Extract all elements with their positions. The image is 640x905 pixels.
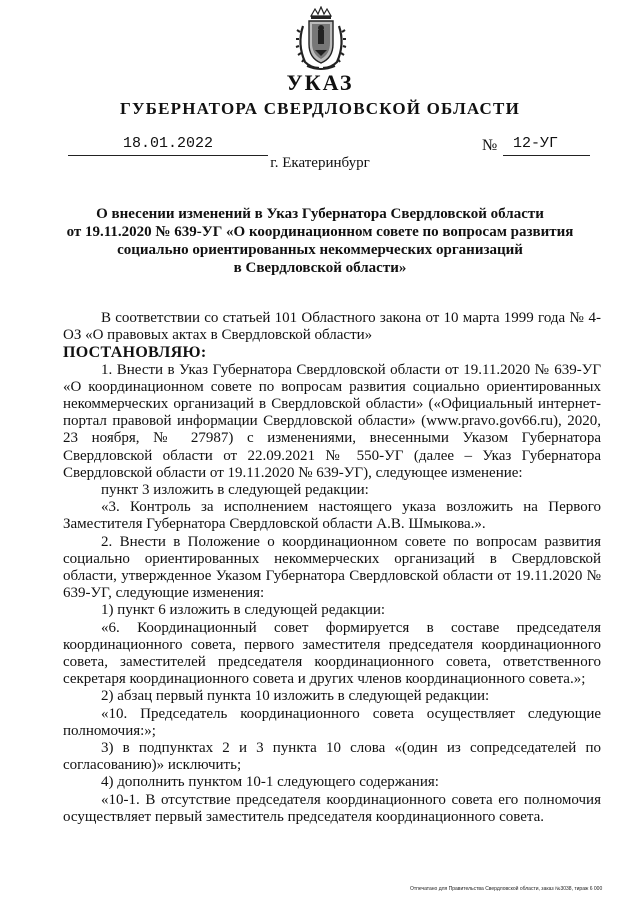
number-sign: № [482, 137, 498, 154]
body-paragraph: 4) дополнить пунктом 10-1 следующего содержания: [101, 774, 439, 791]
print-footer: Отпечатано для Правительства Свердловской области, заказ №3038, тираж 6 000 [410, 886, 603, 892]
body-paragraph: 1. Внести в Указ Губернатора Свердловской области от 19.11.2020 № 639-УГ «О координационном совете по вопросам развития социально ориентированных некоммерческих организаций в Свердловской области» («Официальный интернет-портал правовой информации Свердловской области» (www.pravo.gov66.ru), 2020, 23 ноября, № 27987) с изменениями, внесенными Указом Губернатора Свердловской области от 22.09.2021 № 550-УГ (далее – Указ Губернатора Свердловской области от 19.11.2020 № 639-УГ), следующее изменение: [63, 361, 601, 481]
body-paragraph: «10. Председатель координационного совета осуществляет следующие полномочия:»; [63, 705, 601, 739]
heading-line: О внесении изменений в Указ Губернатора Свердловской области [96, 206, 544, 222]
document-body [63, 310, 601, 826]
issuer-title: ГУБЕРНАТОРА СВЕРДЛОВСКОЙ ОБЛАСТИ [119, 99, 521, 118]
document-heading [60, 205, 580, 277]
document-number: 12-УГ [513, 135, 559, 152]
body-paragraph: 1) пункт 6 изложить в следующей редакции: [101, 602, 386, 619]
preamble-paragraph: В соответствии со статьей 101 Областного закона от 10 марта 1999 года № 4-ОЗ «О правовых актах в Свердловской области» [63, 310, 601, 344]
heading-line: в Свердловской области» [233, 260, 407, 276]
body-paragraph: «6. Координационный совет формируется в составе председателя координационного совета, первого заместителя председателя координационного совета, заместителей председателя координационного совета, ответственного секретаря координационного совета и других членов координационного совета.»; [63, 619, 601, 688]
decree-word: ПОСТАНОВЛЯЮ: [63, 344, 207, 362]
body-paragraph: «3. Контроль за исполнением настоящего указа возложить на Первого Заместителя Губернатора Свердловской области А.В. Шмыкова.». [63, 499, 601, 533]
heading-line: социально ориентированных некоммерческих организаций [117, 242, 523, 258]
coat-of-arms-icon [295, 6, 347, 72]
document-date: 18.01.2022 [122, 135, 213, 152]
body-paragraph: «10-1. В отсутствие председателя координационного совета его полномочия осуществляет первый заместитель председателя координационного совета. [63, 791, 601, 825]
document-type-title: УКАЗ [286, 70, 354, 95]
heading-line: от 19.11.2020 № 639-УГ «О координационном совете по вопросам развития [66, 224, 574, 240]
body-paragraph: 2) абзац первый пункта 10 изложить в следующей редакции: [101, 688, 490, 705]
body-paragraph: 3) в подпунктах 2 и 3 пункта 10 слова «(один из сопредседателей по согласованию)» исключить; [63, 740, 601, 774]
body-paragraph: пункт 3 изложить в следующей редакции: [101, 482, 369, 499]
body-paragraph: 2. Внести в Положение о координационном совете по вопросам развития социально ориентированных некоммерческих организаций в Свердловской области, утвержденное Указом Губернатора Свердловской области от 19.11.2020 № 639-УГ, следующие изменения: [63, 533, 601, 602]
city-name: г. Екатеринбург [270, 155, 370, 171]
